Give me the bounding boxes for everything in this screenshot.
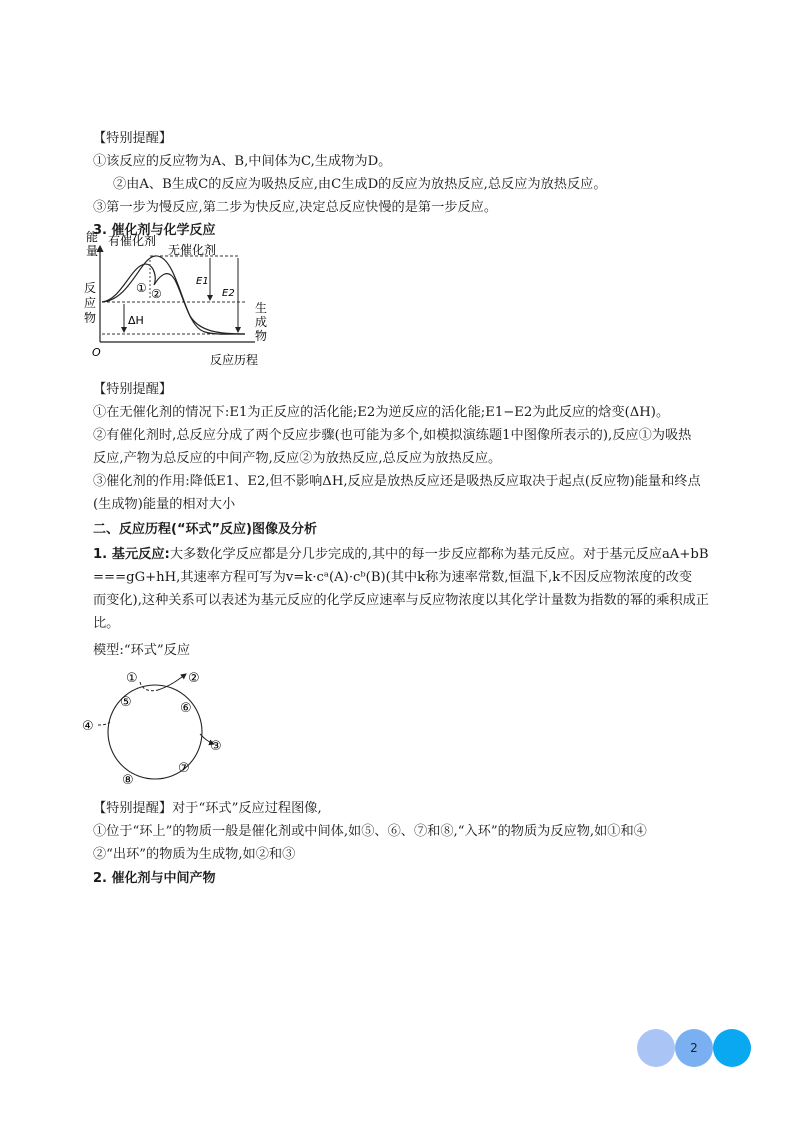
ring-node-8: ⑧ bbox=[122, 773, 134, 788]
paragraph-line: 而变化),这种关系可以表述为基元反应的化学反应速率与反应物浓度以其化学计量数为指数的幂的乘积成正 bbox=[93, 593, 709, 608]
badge-circle-right bbox=[713, 1029, 751, 1067]
tip-item: ①该反应的反应物为A、B,中间体为C,生成物为D。 bbox=[93, 154, 392, 169]
paragraph-lead: 1. 基元反应: bbox=[93, 547, 170, 562]
tip-item: ②由A、B生成C的反应为吸热反应,由C生成D的反应为放热反应,总反应为放热反应。 bbox=[113, 177, 607, 192]
tip-item: ①在无催化剂的情况下:E1为正反应的活化能;E2为逆反应的活化能;E1−E2为此反应的焓变(ΔH)。 bbox=[93, 405, 670, 420]
ring-node-7: ⑦ bbox=[178, 761, 190, 776]
paragraph-line bbox=[93, 546, 709, 564]
tip-title: 【特别提醒】 bbox=[93, 382, 173, 397]
y-axis-label-2: 量 bbox=[86, 244, 99, 258]
delta-h-label: ΔH bbox=[128, 314, 144, 327]
ring-node-6: ⑥ bbox=[180, 701, 192, 716]
tip-item: ②“出环”的物质为生成物,如②和③ bbox=[93, 847, 296, 862]
tip-item: (生成物)能量的相对大小 bbox=[93, 497, 236, 512]
ring-node-3: ③ bbox=[210, 739, 222, 754]
e2-label: E2 bbox=[222, 288, 235, 299]
paragraph-line: ===gG+hH,其速率方程可写为v=k·cᵃ(A)·cᵇ(B)(其中k称为速率常数,恒温下,k不因反应物浓度的改变 bbox=[93, 570, 693, 585]
badge-circle-left bbox=[637, 1029, 675, 1067]
with-catalyst-label: 有催化剂 bbox=[108, 234, 157, 248]
product-label-2: 成 bbox=[255, 315, 268, 329]
tip-item: ③催化剂的作用:降低E1、E2,但不影响ΔH,反应是放热反应还是吸热反应取决于起点(反应物)能量和终点 bbox=[93, 474, 701, 489]
reactant-label-3: 物 bbox=[84, 311, 97, 325]
step2-label: ② bbox=[151, 287, 162, 301]
product-label-3: 物 bbox=[255, 329, 268, 343]
without-catalyst-label: 无催化剂 bbox=[168, 243, 217, 257]
tip-title: 【特别提醒】 bbox=[93, 131, 173, 146]
paragraph-text: 大多数化学反应都是分几步完成的,其中的每一步反应都称为基元反应。对于基元反应aA+bB bbox=[169, 547, 709, 562]
paragraph-line: 比。 bbox=[93, 616, 120, 631]
product-label-1: 生 bbox=[255, 301, 268, 315]
reactant-label-1: 反 bbox=[84, 281, 97, 295]
tip-title: 【特别提醒】对于“环式”反应过程图像, bbox=[93, 801, 322, 816]
model-label: 模型:“环式”反应 bbox=[93, 643, 191, 658]
ring-node-2: ② bbox=[188, 671, 200, 686]
part-heading: 二、反应历程(“环式”反应)图像及分析 bbox=[93, 522, 317, 537]
e1-label: E1 bbox=[196, 276, 209, 287]
x-axis-label: 反应历程 bbox=[210, 353, 259, 367]
step1-label: ① bbox=[136, 281, 147, 295]
ring-node-4: ④ bbox=[82, 719, 94, 734]
reactant-label-2: 应 bbox=[84, 296, 97, 310]
y-axis-label-1: 能 bbox=[86, 230, 99, 244]
ring-node-1: ① bbox=[126, 671, 138, 686]
section-heading: 3. 催化剂与化学反应 bbox=[93, 223, 216, 238]
page-number: 2 bbox=[690, 1041, 698, 1055]
ring-node-5: ⑤ bbox=[120, 695, 132, 710]
tip-item: 反应,产物为总反应的中间产物,反应②为放热反应,总反应为放热反应。 bbox=[93, 451, 502, 466]
origin-label: O bbox=[92, 346, 101, 359]
tip-item: ①位于“环上”的物质一般是催化剂或中间体,如⑤、⑥、⑦和⑧,“入环”的物质为反应物,如①和④ bbox=[93, 824, 647, 839]
tip-item: ②有催化剂时,总反应分成了两个反应步骤(也可能为多个,如模拟演练题1中图像所表示的),反应①为吸热 bbox=[93, 428, 692, 443]
page-number-badge bbox=[636, 1028, 752, 1068]
section-heading: 2. 催化剂与中间产物 bbox=[93, 871, 216, 886]
tip-item: ③第一步为慢反应,第二步为快反应,决定总反应快慢的是第一步反应。 bbox=[93, 200, 498, 215]
ring-diagram bbox=[78, 662, 238, 790]
